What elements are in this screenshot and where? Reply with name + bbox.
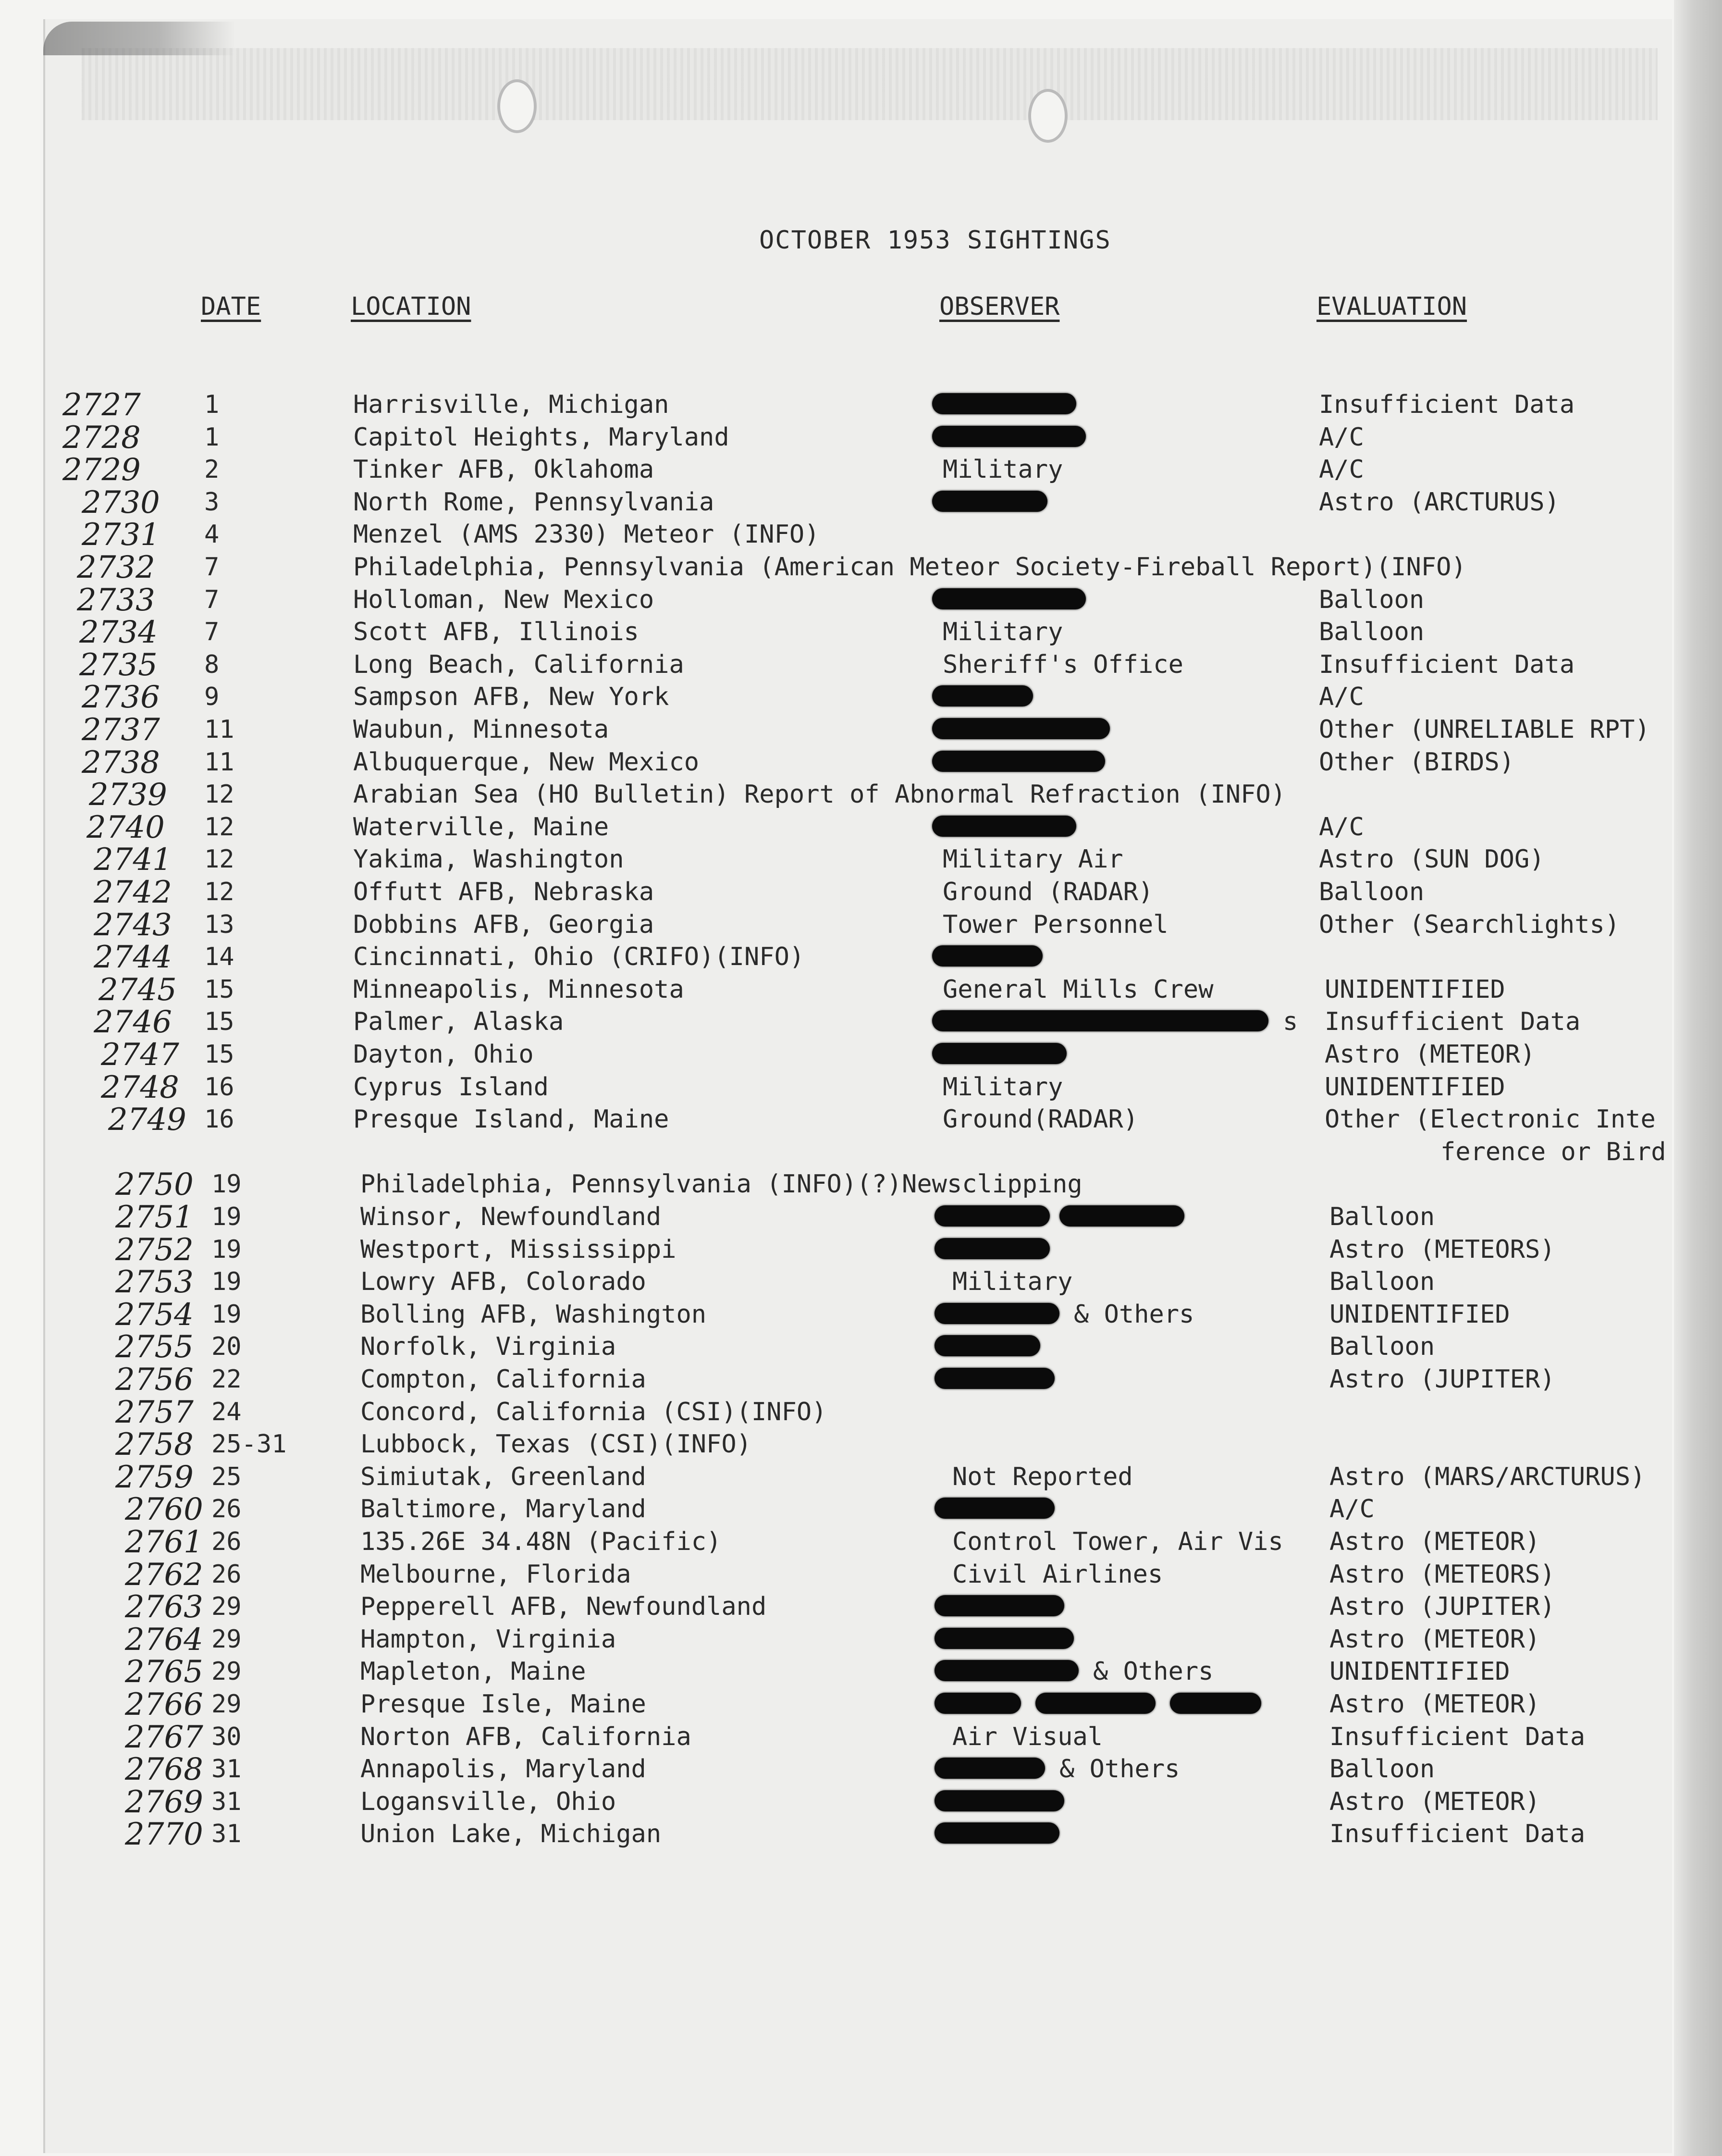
row-location: Baltimore, Maryland [360,1495,646,1524]
row-location: Albuquerque, New Mexico [353,747,700,777]
row-date: 12 [204,780,234,809]
redaction-mark [932,751,1105,772]
table-row [0,517,1722,553]
case-number: 2758 [115,1427,194,1463]
table-row [0,842,1722,878]
row-date: 31 [211,1820,242,1849]
table-row [0,1654,1722,1690]
row-location: Pepperell AFB, Newfoundland [360,1592,767,1622]
page-title: OCTOBER 1953 SIGHTINGS [759,226,1111,255]
row-location: Holloman, New Mexico [353,585,654,614]
row-location: Capitol Heights, Maryland [353,422,729,452]
case-number: 2734 [79,615,158,651]
table-row [0,1037,1722,1073]
punch-hole-right [1028,89,1068,143]
row-observer: Military [943,618,1063,647]
table-row [0,452,1722,488]
table-row [0,647,1722,683]
row-date: 30 [211,1722,242,1751]
row-location: Simiutak, Greenland [360,1462,646,1491]
case-number: 2762 [125,1557,203,1593]
redaction-mark [932,1043,1067,1064]
redaction-mark [932,491,1047,512]
case-number: 2752 [115,1232,194,1268]
table-row [0,777,1722,813]
row-observer: Tower Personnel [943,910,1168,939]
row-evaluation: Balloon [1329,1202,1435,1231]
case-number: 2750 [115,1167,194,1203]
row-date: 19 [211,1267,242,1297]
row-observer: Ground (RADAR) [943,878,1154,906]
row-date: 20 [211,1332,242,1362]
table-row [0,1459,1722,1495]
case-number: 2733 [77,582,155,618]
row-location: Yakima, Washington [353,845,624,874]
table-row [0,1557,1722,1593]
table-row [0,972,1722,1008]
row-date: 26 [211,1527,242,1556]
redaction-mark [935,1660,1079,1681]
case-number: 2753 [115,1264,194,1301]
row-evaluation: Astro (SUN DOG) [1319,845,1545,874]
row-date: 19 [211,1235,242,1264]
case-number: 2745 [98,972,177,1008]
header-date: DATE [201,292,261,321]
top-binding-strip [82,48,1658,120]
redaction-mark [935,1335,1040,1356]
row-evaluation: A/C [1319,682,1364,712]
table-row [0,484,1722,520]
row-location: Union Lake, Michigan [360,1820,662,1849]
redaction-mark [1059,1205,1184,1227]
table-row [0,1329,1722,1365]
case-number: 2759 [115,1459,194,1495]
row-evaluation: Balloon [1319,618,1425,647]
row-location: Lowry AFB, Colorado [360,1267,646,1297]
row-location: Compton, California [360,1365,646,1394]
row-date: 8 [204,650,220,679]
case-number: 2746 [94,1004,172,1041]
table-row [0,1752,1722,1788]
row-location: Palmer, Alaska [353,1007,564,1037]
row-evaluation: Other (Electronic Inte [1325,1105,1656,1134]
row-evaluation: Astro (METEOR) [1329,1787,1540,1816]
row-observer: General Mills Crew [943,975,1214,1004]
row-location: Long Beach, California [353,650,684,679]
row-observer: Air Visual [952,1722,1103,1751]
row-evaluation: A/C [1319,422,1364,452]
row-location: Dayton, Ohio [353,1040,534,1069]
row-date: 29 [211,1657,242,1686]
table-row [0,1167,1722,1203]
row-date: 26 [211,1560,242,1589]
case-number: 2743 [94,907,172,943]
row-location: Scott AFB, Illinois [353,618,639,647]
case-number: 2767 [125,1719,203,1755]
row-date: 16 [204,1105,234,1134]
row-evaluation: Balloon [1329,1755,1435,1784]
table-row [0,1232,1722,1268]
case-number: 2741 [94,842,172,878]
row-date: 25 [211,1462,242,1491]
row-evaluation: UNIDENTIFIED [1329,1657,1510,1686]
row-evaluation: Balloon [1329,1267,1435,1297]
row-evaluation: Other (Searchlights) [1319,910,1620,939]
row-evaluation: Insufficient Data [1319,390,1575,419]
row-evaluation: Other (BIRDS) [1319,747,1514,777]
row-date: 29 [211,1624,242,1654]
row-observer: Ground(RADAR) [943,1105,1138,1134]
row-date: 15 [204,975,234,1004]
row-location: Annapolis, Maryland [360,1755,646,1784]
case-number: 2736 [82,680,160,716]
row-date: 29 [211,1690,242,1719]
case-number: 2765 [125,1654,203,1690]
row-location: Logansville, Ohio [360,1787,616,1816]
row-evaluation: Other (UNRELIABLE RPT) [1319,715,1650,744]
case-number: 2730 [82,484,160,520]
row-date: 12 [204,845,234,874]
row-observer: Military [952,1267,1073,1297]
row-date: 14 [204,942,234,972]
row-location: North Rome, Pennsylvania [353,487,714,517]
row-location: Philadelphia, Pennsylvania (American Meteor Society-Fireball Report)(INFO) [353,553,1466,582]
row-date: 4 [204,520,220,549]
redaction-mark [935,1693,1021,1714]
row-date: 15 [204,1007,234,1037]
row-evaluation: UNIDENTIFIED [1325,975,1505,1004]
case-number: 2729 [62,452,141,488]
row-location: Norton AFB, California [360,1722,691,1751]
redaction-mark [932,588,1086,609]
table-row [0,1264,1722,1301]
case-number: 2748 [101,1069,179,1105]
row-date: 22 [211,1365,242,1394]
row-date: 15 [204,1040,234,1069]
row-location: Westport, Mississippi [360,1235,676,1264]
row-date: 1 [204,422,220,452]
case-number: 2761 [125,1524,203,1560]
row-observer: Sheriff's Office [943,650,1183,679]
row-evaluation: Balloon [1319,585,1425,614]
case-number: 2754 [115,1297,194,1333]
case-number: 2749 [108,1102,186,1138]
row-observer: Control Tower, Air Vis [952,1527,1283,1556]
row-location: Norfolk, Virginia [360,1332,616,1362]
row-evaluation: A/C [1329,1495,1375,1524]
row-date: 16 [204,1072,234,1102]
row-evaluation: Insufficient Data [1329,1722,1586,1751]
redaction-mark [935,1758,1045,1779]
redaction-mark [935,1205,1050,1227]
header-evaluation: EVALUATION [1316,292,1467,321]
table-row [0,1589,1722,1625]
table-row [0,682,1722,715]
table-row [0,1784,1722,1820]
row-location: Cincinnati, Ohio (CRIFO)(INFO) [353,942,805,972]
row-location: Dobbins AFB, Georgia [353,910,654,939]
case-number: 2738 [82,744,160,781]
case-number: 2744 [94,940,172,976]
redaction-mark [935,1498,1055,1519]
row-evaluation-continued: ference or Bird [1440,1137,1666,1166]
row-observer: s [1283,1007,1298,1037]
row-location: Melbourne, Florida [360,1560,631,1589]
case-number: 2760 [125,1492,203,1528]
row-date: 19 [211,1170,242,1199]
table-row [0,387,1722,423]
table-row [0,875,1722,910]
case-number: 2757 [115,1394,194,1430]
row-evaluation: UNIDENTIFIED [1329,1300,1510,1329]
row-location: Lubbock, Texas (CSI)(INFO) [360,1430,751,1459]
table-row [0,1492,1722,1528]
row-date: 26 [211,1495,242,1524]
row-evaluation: Insufficient Data [1319,650,1575,679]
row-date: 1 [204,390,220,419]
row-date: 11 [204,747,234,777]
row-location: Cyprus Island [353,1072,549,1102]
case-number: 2740 [86,809,165,845]
case-number: 2764 [125,1622,203,1658]
table-row [0,1524,1722,1560]
table-row [0,712,1722,748]
row-evaluation: Astro (METEOR) [1329,1624,1540,1654]
row-location: Bolling AFB, Washington [360,1300,707,1329]
table-row [0,1102,1722,1166]
folded-corner [43,22,235,55]
row-evaluation: Astro (MARS/ARCTURUS) [1329,1462,1646,1491]
row-location: Waterville, Maine [353,812,609,842]
redaction-mark [935,1368,1055,1389]
row-evaluation: Astro (METEOR) [1329,1527,1540,1556]
redaction-mark [932,945,1043,966]
case-number: 2768 [125,1752,203,1788]
row-evaluation: Astro (METEORS) [1329,1235,1555,1264]
row-date: 13 [204,910,234,939]
row-location: Waubun, Minnesota [353,715,609,744]
redaction-mark [932,1010,1268,1031]
table-row [0,1202,1722,1235]
redaction-mark [932,393,1076,414]
row-observer: Military Air [943,845,1123,874]
row-observer: & Others [1059,1755,1180,1784]
case-number: 2728 [62,420,141,456]
case-number: 2727 [62,387,141,423]
case-number: 2731 [82,517,160,553]
punch-hole-left [497,79,537,133]
row-observer: & Others [1074,1300,1194,1329]
case-number: 2751 [115,1200,194,1235]
table-row [0,1394,1722,1430]
redaction-mark [935,1822,1059,1844]
row-evaluation: A/C [1319,812,1364,842]
case-number: 2735 [79,647,158,683]
table-row [0,1362,1722,1398]
row-date: 24 [211,1397,242,1426]
row-location: Minneapolis, Minnesota [353,975,684,1004]
case-number: 2770 [125,1817,203,1853]
table-row [0,1069,1722,1105]
row-location: Sampson AFB, New York [353,682,669,712]
row-location: Harrisville, Michigan [353,390,669,419]
row-evaluation: Astro (METEOR) [1329,1690,1540,1719]
row-evaluation: Insufficient Data [1325,1007,1581,1037]
case-number: 2766 [125,1687,203,1722]
row-date: 31 [211,1787,242,1816]
case-number: 2737 [82,712,160,748]
row-observer: Not Reported [952,1462,1133,1491]
row-date: 2 [204,455,220,484]
case-number: 2763 [125,1589,203,1625]
table-row [0,1622,1722,1658]
table-row [0,1297,1722,1333]
row-observer: Civil Airlines [952,1560,1163,1589]
row-date: 11 [204,715,234,744]
row-evaluation: Astro (JUPITER) [1329,1592,1555,1622]
row-evaluation: Astro (ARCTURUS) [1319,487,1560,517]
row-date: 9 [204,682,220,712]
redaction-mark [1035,1693,1156,1714]
row-location: Tinker AFB, Oklahoma [353,455,654,484]
table-row [0,942,1722,975]
row-date: 7 [204,618,220,647]
case-number: 2739 [89,777,167,813]
table-row [0,1004,1722,1041]
redaction-mark [932,816,1076,837]
redaction-mark [935,1303,1059,1324]
header-location: LOCATION [351,292,471,321]
row-date: 12 [204,878,234,906]
row-date: 7 [204,585,220,614]
row-observer: & Others [1093,1657,1214,1686]
case-number: 2742 [94,875,172,910]
row-date: 19 [211,1202,242,1231]
row-evaluation: Astro (METEOR) [1325,1040,1536,1069]
table-row [0,1687,1722,1722]
row-date: 3 [204,487,220,517]
case-number: 2756 [115,1362,194,1398]
row-location: Menzel (AMS 2330) Meteor (INFO) [353,520,820,549]
row-observer: Military [943,455,1063,484]
table-row [0,1817,1722,1853]
redaction-mark [935,1628,1074,1649]
case-number: 2769 [125,1784,203,1820]
row-evaluation: A/C [1319,455,1364,484]
row-location: Mapleton, Maine [360,1657,586,1686]
table-row [0,420,1722,456]
row-date: 12 [204,812,234,842]
row-location: Winsor, Newfoundland [360,1202,662,1231]
table-row [0,907,1722,943]
row-date: 25-31 [211,1430,287,1459]
row-location: Arabian Sea (HO Bulletin) Report of Abnormal Refraction (INFO) [353,780,1286,809]
row-location: Offutt AFB, Nebraska [353,878,654,906]
redaction-mark [935,1238,1050,1259]
row-evaluation: Astro (JUPITER) [1329,1365,1555,1394]
row-date: 31 [211,1755,242,1784]
header-observer: OBSERVER [939,292,1060,321]
row-date: 29 [211,1592,242,1622]
table-row [0,615,1722,651]
table-row [0,1719,1722,1755]
table-row [0,582,1722,618]
row-location: Philadelphia, Pennsylvania (INFO)(?)Newsclipping [360,1170,1082,1199]
row-date: 19 [211,1300,242,1329]
row-evaluation: Astro (METEORS) [1329,1560,1555,1589]
case-number: 2732 [77,550,155,585]
redaction-mark [935,1790,1064,1811]
redaction-mark [932,426,1086,447]
row-evaluation: Insufficient Data [1329,1820,1586,1849]
table-row [0,744,1722,781]
row-evaluation: UNIDENTIFIED [1325,1072,1505,1102]
redaction-mark [1170,1693,1261,1714]
table-row [0,550,1722,585]
row-location: Hampton, Virginia [360,1624,616,1654]
row-location: Presque Island, Maine [353,1105,669,1134]
table-row [0,1427,1722,1463]
row-evaluation: Balloon [1319,878,1425,906]
case-number: 2755 [115,1329,194,1365]
row-evaluation: Balloon [1329,1332,1435,1362]
row-location: Presque Isle, Maine [360,1690,646,1719]
row-date: 7 [204,553,220,582]
row-location: 135.26E 34.48N (Pacific) [360,1527,722,1556]
redaction-mark [932,685,1033,706]
row-observer: Military [943,1072,1063,1102]
table-row [0,809,1722,845]
row-location: Concord, California (CSI)(INFO) [360,1397,827,1426]
redaction-mark [932,718,1110,739]
redaction-mark [935,1595,1064,1616]
case-number: 2747 [101,1037,179,1073]
